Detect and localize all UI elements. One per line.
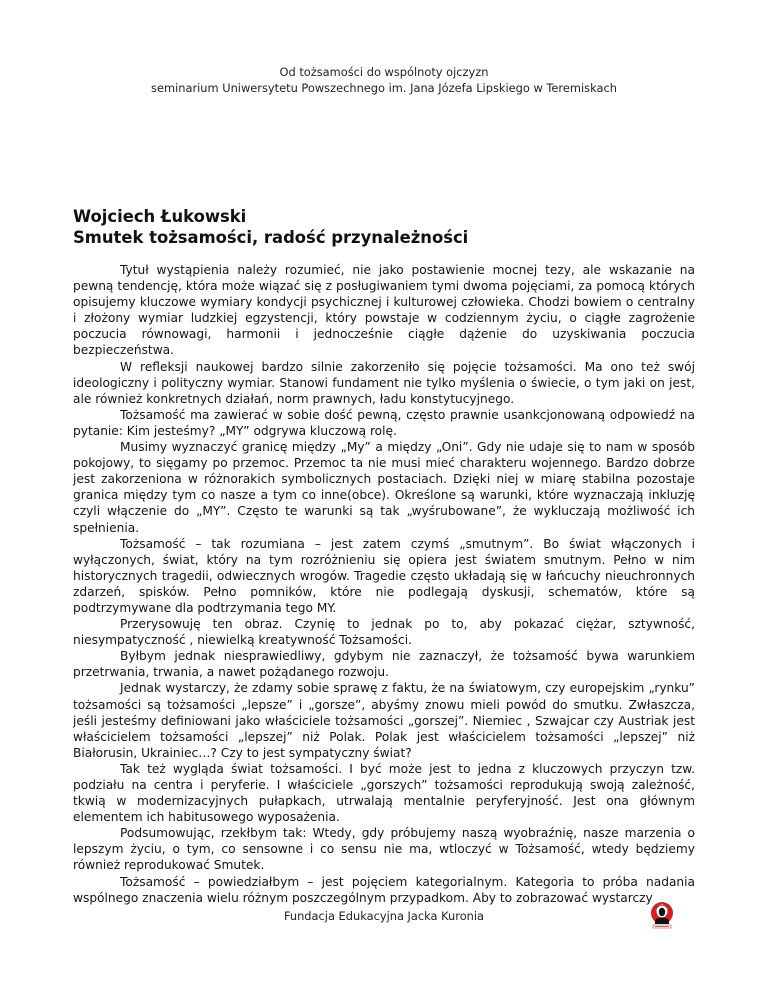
paragraph: Tożsamość ma zawierać w sobie dość pewną, często prawnie usankcjonowaną odpowiedź na pytanie: Kim jesteśmy? „MY” odgrywa kluczową rolę. — [73, 407, 695, 438]
paragraph: Musimy wyznaczyć granicę między „My” a między „Oni”. Gdy nie udaje się to nam w sposób pokojowy, to sięgamy po przemoc. Przemoc ta nie musi mieć charakteru wojennego. Bardzo dobrze jest zakorzeniona w różnorakich symbolicznych postaciach. Dzięki niej w miarę stabilna pozostaje granica między tym co nasze a tym co inne(obce). Określone są warunki, które wyznaczają inkluzję czyli włączenie do „MY”. Często te warunki są tak „wyśrubowane”, że wykluczają możliwość ich spełnienia. — [73, 440, 695, 535]
paragraph: Tytuł wystąpienia należy rozumieć, nie jako postawienie mocnej tezy, ale wskazanie na pewną tendencję, która może wiązać się z posługiwaniem tymi dwoma pojęciami, za pomocą których opisujemy kluczowe wymiary kondycji psychicznej i kulturowej człowieka. Chodzi bowiem o centralny i złożony wymiar ludzkiej egzystencji, który powstaje w codziennym życiu, o ciągłe zagrożenie poczucia równowagi, harmonii i jednocześnie ciągłe dążenie do uzyskiwania poczucia bezpieczeństwa. — [73, 263, 695, 358]
paragraph: Tożsamość – powiedziałbym – jest pojęciem kategorialnym. Kategoria to próba nadania wspólnego znaczenia wielu różnym poszczególnym przypadkom. Aby to zobrazować wystarczy — [73, 874, 695, 905]
header-seminar-title: Od tożsamości do wspólnoty ojczyzn — [279, 65, 489, 79]
article-title: Smutek tożsamości, radość przynależności — [73, 228, 469, 247]
foundation-logo-graphic — [649, 901, 675, 929]
article-body — [73, 262, 695, 906]
paragraph: Przerysowuję ten obraz. Czynię to jednak po to, aby pokazać ciężar, sztywność, niesympatyczność , niewielką kreatywność Tożsamości. — [73, 617, 695, 648]
paragraph: W refleksji naukowej bardzo silnie zakorzeniło się pojęcie tożsamości. Ma ono też swój ideologiczny i polityczny wymiar. Stanowi fundament nie tylko myślenia o świecie, o tym jaki on jest, ale również konkretnych działań, norm prawnych, ładu konstytucyjnego. — [73, 359, 695, 406]
paragraph: Tożsamość – tak rozumiana – jest zatem czymś „smutnym”. Bo świat włączonych i wyłączonych, świat, który na tym rozróżnieniu się opiera jest światem smutnym. Pełno w nim historycznych tragedii, odwiecznych wrogów. Tragedie często układają się w łańcuchy nieuchronnych zdarzeń, spisków. Pełno pomników, które nie podlegają dyskusji, schematów, które są podtrzymywane dla podtrzymania tego MY. — [73, 536, 695, 615]
author-name: Wojciech Łukowski — [73, 207, 247, 226]
paragraph: Jednak wystarczy, że zdamy sobie sprawę z faktu, że na światowym, czy europejskim „rynku” tożsamości są tożsamości „lepsze” i „gorsze”, abyśmy znowu mieli powód do smutku. Zwłaszcza, jeśli jesteśmy definiowani jako właściciele tożsamości „gorszej”. Niemiec , Szwajcar czy Austriak jest właścicielem tożsamości „lepszej” niż Polak. Polak jest właścicielem tożsamości „lepszej” niż Białorusin, Ukrainiec…? Czy to jest sympatyczny świat? — [73, 681, 695, 760]
paragraph: Byłbym jednak niesprawiedliwy, gdybym nie zaznaczył, że tożsamość bywa warunkiem przetrwania, trwania, a nawet pożądanego rozwoju. — [73, 649, 695, 680]
paragraph: Podsumowując, rzekłbym tak: Wtedy, gdy próbujemy naszą wyobraźnię, nasze marzenia o lepszym życiu, o tym, co sensowne i co sensu nie ma, wtloczyć w Tożsamość, wtedy będziemy również reprodukować Smutek. — [73, 826, 695, 873]
header-seminar-subtitle: seminarium Uniwersytetu Powszechnego im. Jana Józefa Lipskiego w Teremiskach — [151, 81, 617, 95]
page-header — [0, 64, 768, 96]
footer-foundation-name: Fundacja Edukacyjna Jacka Kuronia — [283, 909, 485, 923]
foundation-logo-icon — [649, 901, 675, 929]
paragraph: Tak też wygląda świat tożsamości. I być może jest to jedna z kluczowych przyczyn tzw. podziału na centra i peryferie. I właściciele „gorszych” tożsamości reprodukują swoją zależność, tkwią w modernizacyjnych pułapkach, utrwalają mentalnie peryferyjność. Jest ona głównym elementem ich habitusowego wyposażenia. — [73, 761, 695, 825]
article-title-block — [73, 206, 713, 248]
